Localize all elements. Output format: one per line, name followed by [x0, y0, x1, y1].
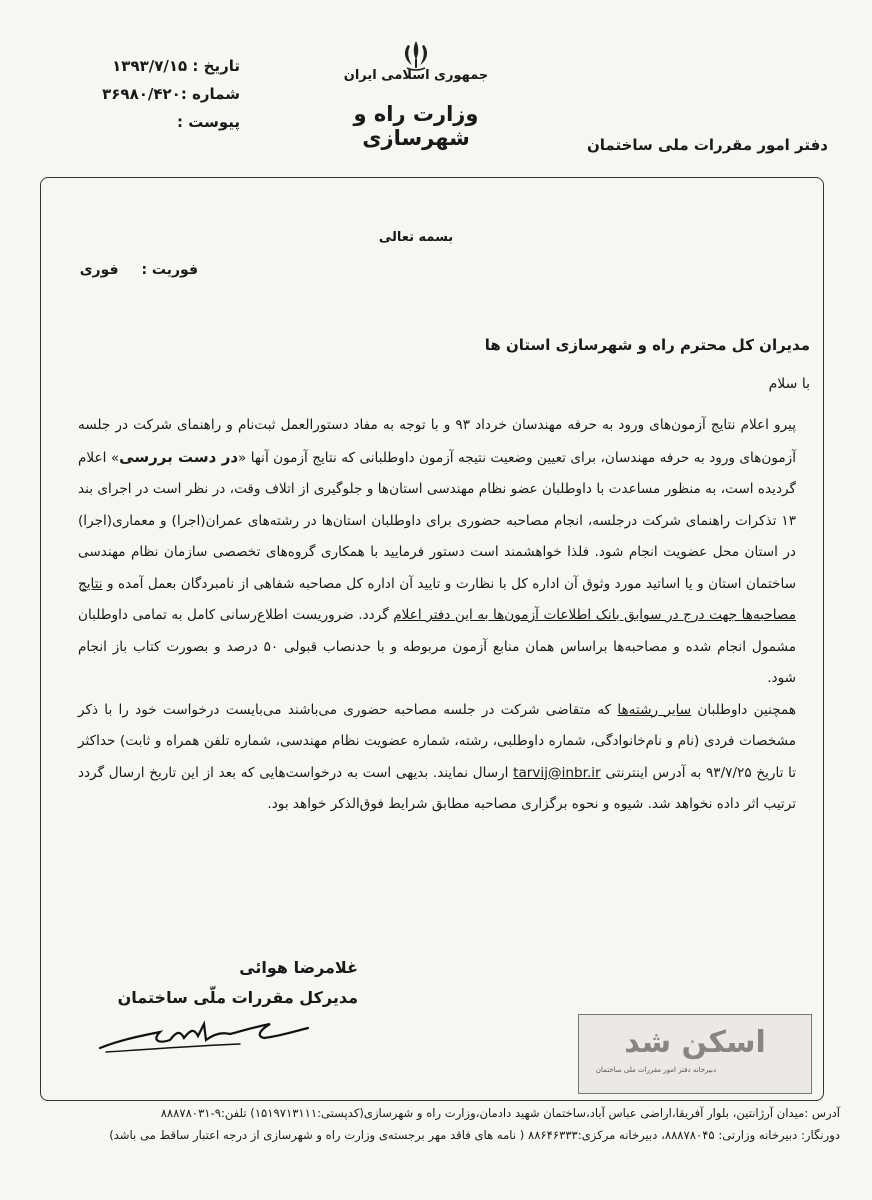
p1-underlined: نتایج مصاحبه‌ها جهت درج در سوابق بانک اطلاعات آزمون‌ها به این دفتر اعلام [78, 575, 796, 623]
signatory-name: غلامرضا هوائی [239, 958, 358, 977]
handwritten-signature-icon [80, 1010, 320, 1058]
bismillah: بسمه تعالی [378, 230, 454, 245]
urgency-label: فوریت : [141, 262, 198, 278]
p2-text-c: ارسال نمایند. بدیهی است به درخواست‌هایی که بعد از این تاریخ ارسال گردد ترتیب اثر داده نخواهد شد. شیوه و نحوه برگزاری مصاحبه مطابق شرایط فوق‌الذکر خواهد بود. [78, 764, 796, 812]
date-line: تاریخ : ۱۳۹۳/۷/۱۵ [112, 57, 240, 75]
p1-bold: در دست بررسی [119, 447, 239, 466]
greeting: با سلام [768, 376, 810, 392]
p1-text-b: » اعلام گردیده است، به منظور مساعدت با داوطلبان عضو نظام مهندسی استان‌ها و جلوگیری از اتلاف وقت، در نظر است در اجرای بند ۱۳ تذکرات راهنمای شرکت درجلسه، انجام مصاحبه حضوری برای داوطلبان استان‌ها در رشته‌های عمران(اجرا) و معماری(اجرا) در استان محل عضویت انجام شود. فلذا خواهشمند است دستور فرمایید با همکاری گروه‌های تخصصی سازمان نظام مهندسی ساختمان استان و یا اساتید مورد وثوق آن اداره کل با نظارت و تایید آن اداره کل مصاحبه شفاهی از نامبردگان بعمل آمده و [78, 449, 796, 592]
iran-emblem-icon [398, 38, 434, 72]
p2-text-a: همچنین داوطلبان [691, 701, 797, 718]
urgency [58, 262, 198, 278]
footer-fax: دورنگار: دبیرخانه وزارتی: ۸۸۸۷۸۰۴۵، دبیرخانه مرکزی:۸۸۶۴۶۳۳۳ ( نامه های فاقد مهر برجسته‌ی وزارت راه و شهرسازی از درجه اعتبار ساقط می باشد) [109, 1128, 840, 1142]
stamp-text: اسکن شد [624, 1025, 766, 1060]
republic-name: جمهوری اسلامی ایران [343, 68, 489, 83]
urgency-value: فوری [79, 262, 119, 278]
paragraph-1 [78, 410, 796, 695]
p1-text-c: گردد. ضروریست اطلاع‌رسانی کامل به تمامی داوطلبان مشمول انجام شده و مصاحبه‌ها براساس همان منابع آزمون مربوطه و با حدنصاب قبولی ۵۰ درصد و بصورت کتاب باز انجام شود. [78, 607, 796, 686]
p2-underlined: سایر رشته‌ها [617, 701, 692, 718]
footer-address: آدرس :میدان آرژانتین، بلوار آفریقا،اراضی عباس آباد،ساختمان شهید دادمان،وزارت راه و شهرسازی(کدپستی:۱۵۱۹۷۱۳۱۱۱) تلفن:۹-۸۸۸۷۸۰۳۱ [160, 1106, 840, 1120]
ministry-name: وزارت راه و شهرسازی [353, 102, 479, 150]
letter-meta [60, 52, 240, 136]
letter-body [78, 410, 796, 821]
office-name: دفتر امور مقررات ملی ساختمان [587, 136, 828, 154]
signatory-title: مدیرکل مقررات ملّی ساختمان [117, 988, 358, 1007]
email-link[interactable]: tarvij@inbr.ir [513, 764, 601, 781]
p1-text-a: پیرو اعلام نتایج آزمون‌های ورود به حرفه مهندسان خرداد ۹۳ و با توجه به مفاد دستورالعمل ثبت‌نام و راهنمای شرکت در جلسه آزمون‌های ورود به حرفه مهندسان، برای تعیین وضعیت نتیجه آزمون داوطلبانی که نتایج آزمون آنها « [78, 417, 796, 466]
stamp-note: دبیرخانه دفتر امور مقررات ملی ساختمان [595, 1066, 717, 1074]
recipient: مدیران کل محترم راه و شهرسازی استان ها [484, 336, 810, 354]
number-line: شماره :۳۶۹۸۰/۴۲۰ [102, 85, 240, 103]
scanned-stamp [578, 1014, 812, 1094]
p2-text-b: که متقاضی شرکت در جلسه مصاحبه حضوری می‌باشند می‌بایست درخواست خود را با ذکر مشخصات فردی (نام و نام‌خانوادگی، شماره داوطلبی، رشته، شماره عضویت نظام مهندسی، شماره تلفن همراه و ثابت) حداکثر تا تاریخ ۹۳/۷/۲۵ به آدرس اینترنتی [78, 701, 797, 781]
attachment-line: پیوست : [176, 113, 240, 131]
paragraph-2 [78, 695, 796, 821]
